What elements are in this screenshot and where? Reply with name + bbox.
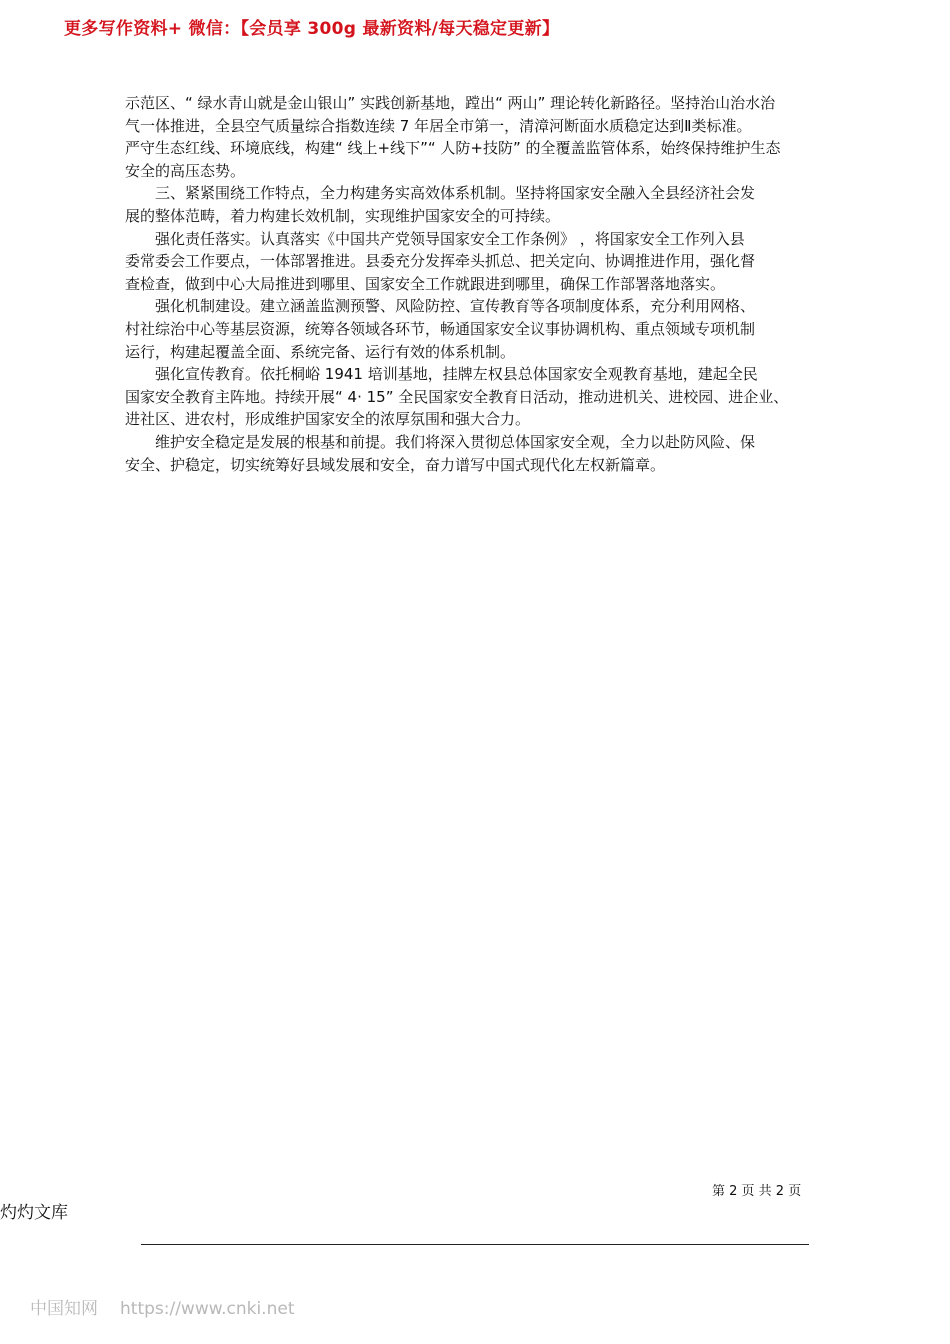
watermark-url: https://www.cnki.net <box>120 1299 295 1319</box>
footer-divider <box>141 1244 809 1245</box>
text-line: 气一体推进，全县空气质量综合指数连续 7 年居全市第一，清漳河断面水质稳定达到Ⅱ类标准。 <box>125 116 752 135</box>
text-line: 国家安全教育主阵地。持续开展“ 4· 15” 全民国家安全教育日活动，推动进机关、进校园、进企业、 <box>125 387 789 406</box>
text-line: 村社综治中心等基层资源，统筹各领域各环节，畅通国家安全议事协调机构、重点领域专项机制 <box>125 319 756 338</box>
watermark <box>30 1294 316 1319</box>
text-line: 安全的高压态势。 <box>125 161 246 180</box>
text-line: 展的整体范畴，着力构建长效机制，实现维护国家安全的可持续。 <box>125 206 561 225</box>
text-line: 强化宣传教育。依托桐峪 1941 培训基地，挂牌左权县总体国家安全观教育基地，建起全民 <box>125 365 758 384</box>
text-line: 安全、护稳定，切实统筹好县域发展和安全，奋力谱写中国式现代化左权新篇章。 <box>125 455 666 474</box>
text-line: 严守生态红线、环境底线，构建“ 线上+线下”“ 人防+技防” 的全覆盖监管体系，始终保持维护生态 <box>125 139 781 158</box>
text-line: 委常委会工作要点，一体部署推进。县委充分发挥牵头抓总、把关定向、协调推进作用，强化督 <box>125 252 756 271</box>
text-line: 进社区、进农村，形成维护国家安全的浓厚氛围和强大合力。 <box>125 410 531 429</box>
document-body <box>125 92 837 476</box>
text-line: 三、紧紧围绕工作特点，全力构建务实高效体系机制。坚持将国家安全融入全县经济社会发 <box>125 184 756 203</box>
text-line: 示范区、“ 绿水青山就是金山银山” 实践创新基地，蹚出“ 两山” 理论转化新路径。坚持治山治水治 <box>125 94 776 112</box>
page-number: 第 2 页 共 2 页 <box>712 1184 802 1199</box>
promo-banner: 更多写作资料+ 微信：【会员享 300g 最新资料/每天稳定更新】 <box>64 19 560 39</box>
text-line: 强化机制建设。建立涵盖监测预警、风险防控、宣传教育等各项制度体系，充分利用网格、 <box>125 297 756 316</box>
text-line: 维护安全稳定是发展的根基和前提。我们将深入贯彻总体国家安全观，全力以赴防风险、保 <box>125 432 756 451</box>
watermark-name: 中国知网 <box>30 1299 98 1319</box>
text-line: 查检查，做到中心大局推进到哪里、国家安全工作就跟进到哪里，确保工作部署落地落实。 <box>125 274 726 293</box>
text-line: 运行，构建起覆盖全面、系统完备、运行有效的体系机制。 <box>125 342 516 361</box>
text-line: 强化责任落实。认真落实《中国共产党领导国家安全工作条例》 ，将国家安全工作列入县 <box>125 229 745 248</box>
library-name: 灼灼文库 <box>0 1203 68 1223</box>
